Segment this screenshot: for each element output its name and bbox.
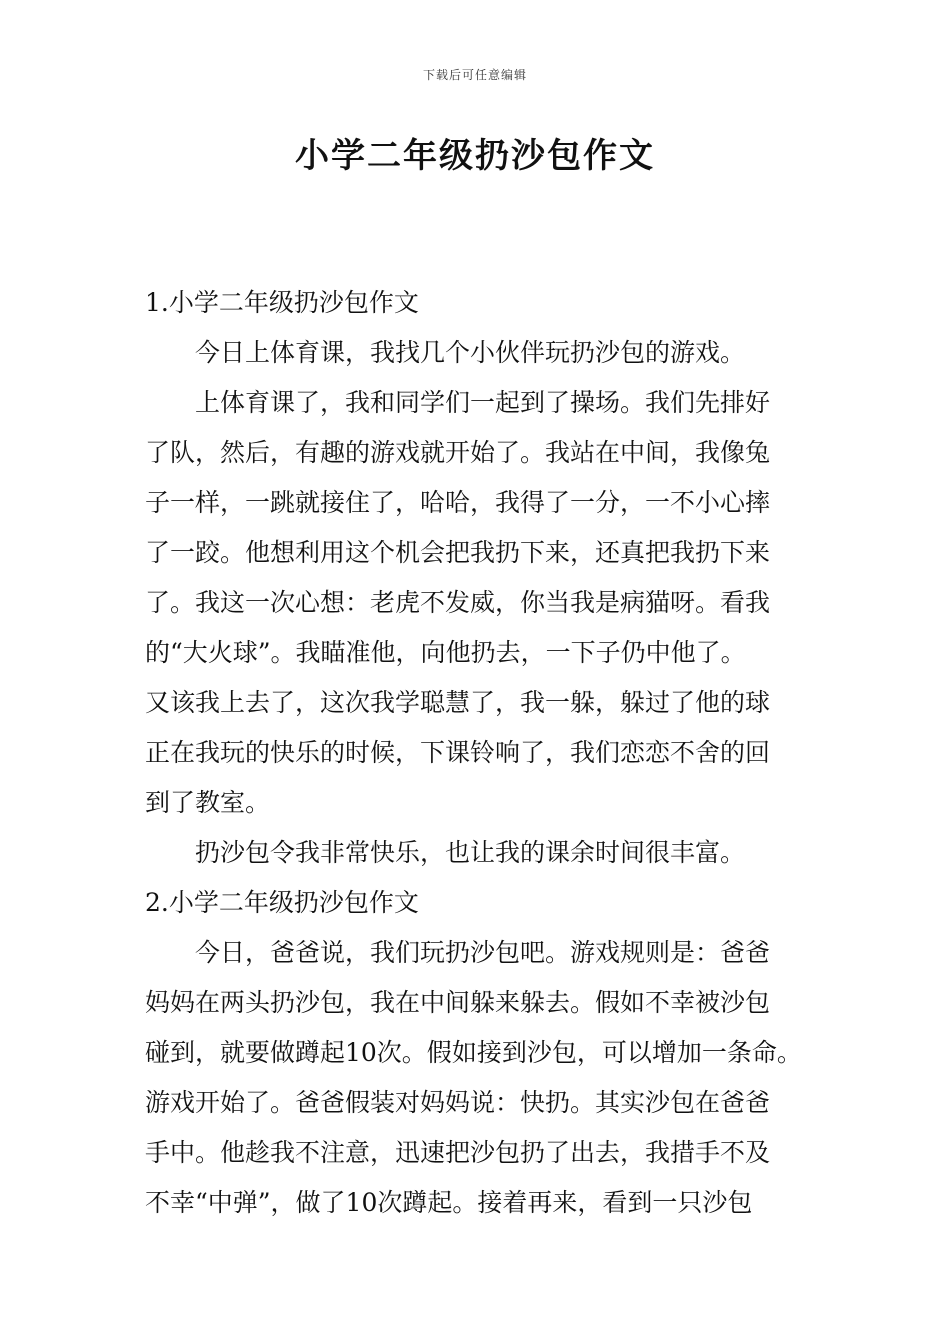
text-line: 到了教室。: [145, 788, 271, 817]
body-text: [145, 278, 825, 1228]
text-line: 碰到，就要做蹲起10次。假如接到沙包，可以增加一条命。: [145, 1038, 802, 1067]
text-line: 今日，爸爸说，我们玩扔沙包吧。游戏规则是：爸爸: [195, 938, 771, 967]
text-line: 扔沙包令我非常快乐，也让我的课余时间很丰富。: [195, 838, 746, 867]
text-line: 游戏开始了。爸爸假装对妈妈说：快扔。其实沙包在爸爸: [145, 1088, 771, 1117]
header-note: 下载后可任意编辑: [422, 68, 527, 82]
text-line: 正在我玩的快乐的时候，下课铃响了，我们恋恋不舍的回: [145, 738, 771, 767]
text-line: 手中。他趁我不注意，迅速把沙包扔了出去，我措手不及: [145, 1138, 771, 1167]
text-line: 2.小学二年级扔沙包作文: [145, 888, 419, 917]
text-line: 妈妈在两头扔沙包，我在中间躲来躲去。假如不幸被沙包: [145, 988, 771, 1017]
text-line: 又该我上去了，这次我学聪慧了，我一躲，躲过了他的球: [145, 688, 771, 717]
text-line: 今日上体育课，我找几个小伙伴玩扔沙包的游戏。: [195, 338, 746, 367]
text-line: 了。我这一次心想：老虎不发威，你当我是病猫呀。看我: [145, 588, 771, 617]
text-line: 了队，然后，有趣的游戏就开始了。我站在中间，我像兔: [145, 438, 771, 467]
text-line: 1.小学二年级扔沙包作文: [145, 288, 419, 317]
text-line: 不幸“中弹”，做了10次蹲起。接着再来，看到一只沙包: [145, 1188, 753, 1217]
text-line: 子一样，一跳就接住了，哈哈，我得了一分，一不小心摔: [145, 488, 771, 517]
text-line: 的“大火球”。我瞄准他，向他扔去，一下子仍中他了。: [145, 638, 746, 667]
document-title: 小学二年级扔沙包作文: [295, 136, 655, 176]
text-line: 上体育课了，我和同学们一起到了操场。我们先排好: [195, 388, 771, 417]
text-line: 了一跤。他想利用这个机会把我扔下来，还真把我扔下来: [145, 538, 771, 567]
